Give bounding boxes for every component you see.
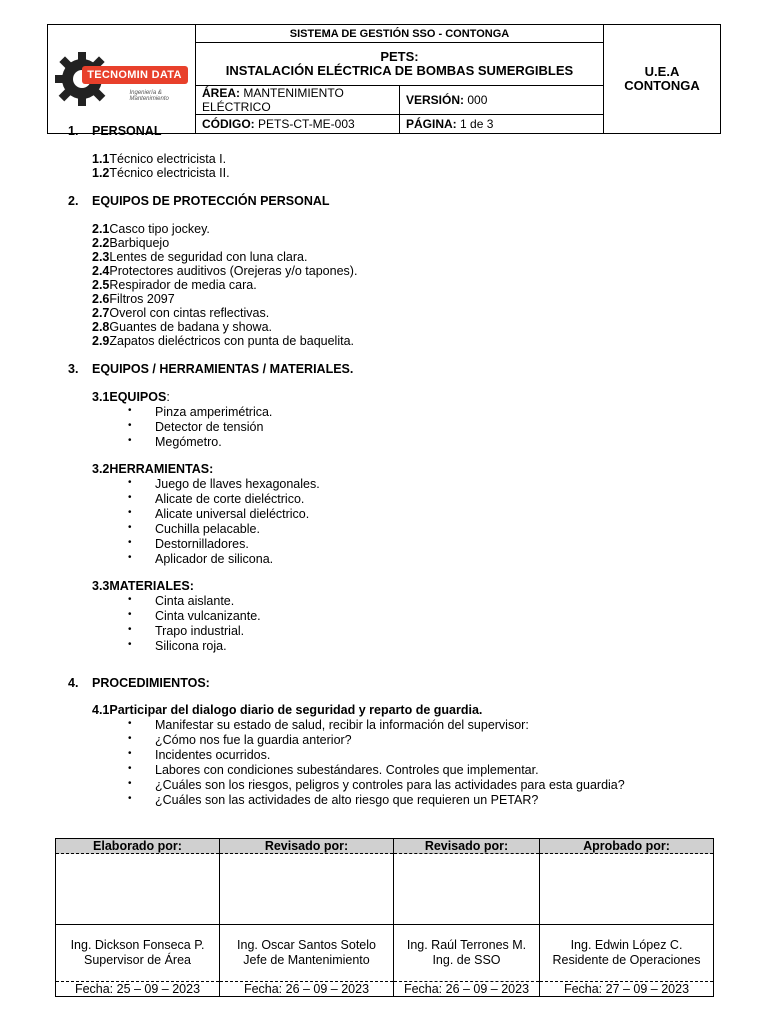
unit-line1: U.E.A [644, 64, 680, 79]
list-item: 2.4Protectores auditivos (Orejeras y/o tapones). [92, 264, 358, 278]
signatory-name: Ing. Dickson Fonseca P. [70, 938, 205, 952]
signature-table [55, 838, 714, 997]
signature-blank-row [56, 854, 714, 925]
signature-space [220, 854, 394, 925]
signature-names-row [56, 925, 714, 982]
list-item: 2.9Zapatos dieléctricos con punta de baquelita. [92, 334, 354, 348]
signature-header: Aprobado por: [540, 839, 714, 854]
list-item: 2.6Filtros 2097 [92, 292, 175, 306]
section-title: PERSONAL [92, 124, 162, 138]
list-item: 2.3Lentes de seguridad con luna clara. [92, 250, 308, 264]
code-cell [196, 115, 400, 134]
page-value: 1 de 3 [460, 117, 494, 131]
list-item: 1.2Técnico electricista II. [92, 166, 230, 180]
signatory-role: Ing. de SSO [432, 953, 501, 967]
list-item: 2.5Respirador de media cara. [92, 278, 257, 292]
version-label: VERSIÓN: [406, 93, 465, 107]
area-value: MANTENIMIENTO ELÉCTRICO [202, 86, 344, 114]
section-title: EQUIPOS / HERRAMIENTAS / MATERIALES. [92, 362, 354, 376]
section-title: PROCEDIMIENTOS: [92, 676, 210, 690]
logo-cell [48, 25, 196, 134]
logo-brand-text: TECNOMIN DATA [82, 66, 188, 84]
signatory-role: Residente de Operaciones [552, 953, 701, 967]
signature-date: Fecha: 26 – 09 – 2023 [220, 982, 394, 997]
pets-label: PETS: [380, 49, 419, 64]
list-item: 2.1Casco tipo jockey. [92, 222, 210, 236]
version-cell [400, 86, 604, 115]
page-label: PÁGINA: [406, 117, 457, 131]
signature-date: Fecha: 27 – 09 – 2023 [540, 982, 714, 997]
signature-date-row [56, 982, 714, 997]
area-label: ÁREA: [202, 86, 240, 100]
signature-space [540, 854, 714, 925]
signatory-name: Ing. Edwin López C. [570, 938, 683, 952]
document-header [47, 24, 721, 134]
section-number: 1. [68, 124, 79, 138]
signature-space [56, 854, 220, 925]
section-number: 2. [68, 194, 79, 208]
unit-cell [604, 25, 721, 134]
company-logo [52, 44, 192, 114]
list-item: 1.1Técnico electricista I. [92, 152, 227, 166]
list-item: 2.2Barbiquejo [92, 236, 170, 250]
signatory-role: Supervisor de Área [83, 953, 191, 967]
signature-date: Fecha: 26 – 09 – 2023 [394, 982, 540, 997]
section-number: 3. [68, 362, 79, 376]
subsection-materiales: 3.3MATERIALES: [92, 579, 194, 593]
system-title: SISTEMA DE GESTIÓN SSO - CONTONGA [196, 25, 604, 43]
code-value: PETS-CT-ME-003 [258, 117, 355, 131]
subsection-herramientas: 3.2HERRAMIENTAS: [92, 462, 214, 476]
signatory-name: Ing. Raúl Terrones M. [406, 938, 527, 952]
signatory [220, 925, 394, 982]
page-cell [400, 115, 604, 134]
list-item: 2.7Overol con cintas reflectivas. [92, 306, 270, 320]
signature-date: Fecha: 25 – 09 – 2023 [56, 982, 220, 997]
pets-title: INSTALACIÓN ELÉCTRICA DE BOMBAS SUMERGIBLES [225, 63, 574, 78]
subsection-procedimiento: 4.1Participar del dialogo diario de seguridad y reparto de guardia. [92, 703, 483, 717]
area-cell [196, 86, 400, 115]
signatory [540, 925, 714, 982]
section-number: 4. [68, 676, 79, 690]
signature-space [394, 854, 540, 925]
signature-header: Revisado por: [394, 839, 540, 854]
signatory [394, 925, 540, 982]
signatory [56, 925, 220, 982]
unit-line2: CONTONGA [624, 78, 700, 93]
pets-title-cell [196, 43, 604, 86]
signatory-role: Jefe de Mantenimiento [243, 953, 370, 967]
version-value: 000 [467, 93, 488, 107]
signature-header-row [56, 839, 714, 854]
code-label: CÓDIGO: [202, 117, 255, 131]
logo-tagline: Ingeniería & Mantenimiento [129, 90, 169, 102]
section-title: EQUIPOS DE PROTECCIÓN PERSONAL [92, 194, 330, 208]
signature-header: Revisado por: [220, 839, 394, 854]
signature-header: Elaborado por: [56, 839, 220, 854]
subsection-equipos: 3.1EQUIPOS: [92, 390, 170, 404]
signatory-name: Ing. Oscar Santos Sotelo [237, 938, 376, 952]
list-item: 2.8Guantes de badana y showa. [92, 320, 273, 334]
